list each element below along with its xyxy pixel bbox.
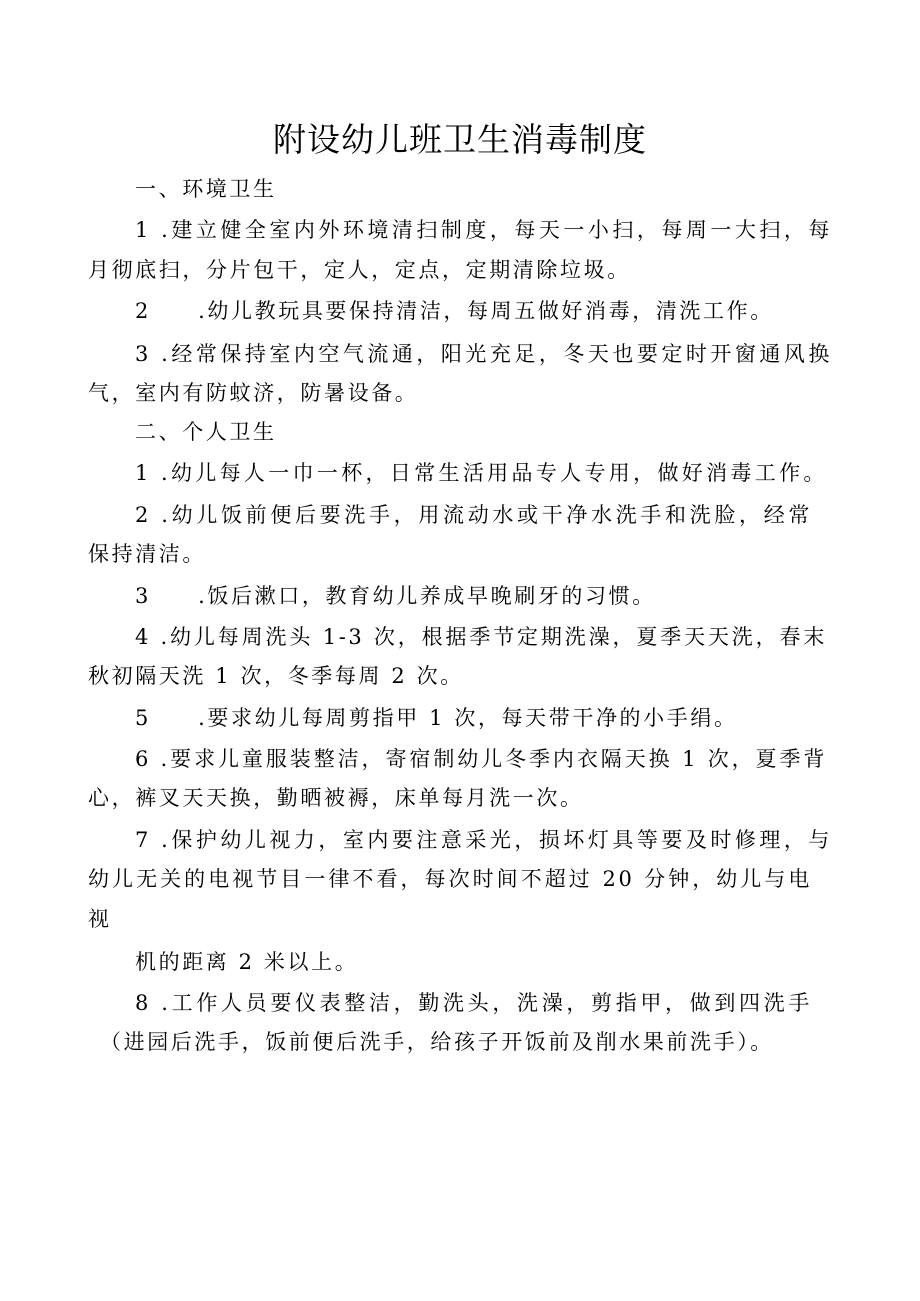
paragraph-line: 保持清洁。 — [88, 542, 206, 566]
paragraph-line: 1 .幼儿每人一巾一杯，日常生活用品专人专用，做好消毒工作。 — [135, 461, 827, 485]
paragraph-line: 3 .饭后漱口，教育幼儿养成早晚刷牙的习惯。 — [135, 584, 656, 608]
paragraph-line: 4 .幼儿每周洗头 1-3 次，根据季节定期洗澡，夏季天天洗，春末 — [135, 625, 827, 649]
paragraph-line: 6 .要求儿童服装整洁，寄宿制幼儿冬季内衣隔天换 1 次，夏季背 — [135, 747, 827, 771]
section-heading-personal: 二、个人卫生 — [135, 420, 277, 444]
paragraph-line: 7 .保护幼儿视力，室内要注意采光，损坏灯具等要及时修理，与 — [135, 828, 832, 852]
document-title: 附设幼儿班卫生消毒制度 — [273, 120, 647, 159]
paragraph-line: 视 — [88, 907, 112, 931]
section-heading-environment: 一、环境卫生 — [135, 177, 277, 201]
paragraph-line: 1 .建立健全室内外环境清扫制度，每天一小扫，每周一大扫，每 — [135, 218, 832, 242]
paragraph-line: 心，裤叉天天换，勤晒被褥，床单每月洗一次。 — [88, 786, 584, 810]
paragraph-line: 机的距离 2 米以上。 — [135, 950, 359, 974]
paragraph-line: 2 .幼儿教玩具要保持清洁，每周五做好消毒，清洗工作。 — [135, 299, 774, 323]
paragraph-line: 秋初隔天洗 1 次，冬季每周 2 次。 — [88, 664, 464, 688]
paragraph-line: 3 .经常保持室内空气流通，阳光充足，冬天也要定时开窗通风换 — [135, 342, 832, 366]
paragraph-line: 5 .要求幼儿每周剪指甲 1 次，每天带干净的小手绢。 — [135, 706, 738, 730]
paragraph-line: 月彻底扫，分片包干，定人，定点，定期清除垃圾。 — [88, 258, 631, 282]
paragraph-line: 2 .幼儿饭前便后要洗手，用流动水或干净水洗手和洗脸，经常 — [135, 503, 812, 527]
paragraph-line: （进园后洗手，饭前便后洗手，给孩子开饭前及削水果前洗手）。 — [100, 1030, 774, 1054]
paragraph-line: 气，室内有防蚊济，防暑设备。 — [88, 381, 419, 405]
paragraph-line: 幼儿无关的电视节目一律不看，每次时间不超过 20 分钟，幼儿与电 — [88, 867, 812, 891]
paragraph-line: 8 .工作人员要仪表整洁，勤洗头，洗澡，剪指甲，做到四洗手 — [135, 991, 812, 1015]
